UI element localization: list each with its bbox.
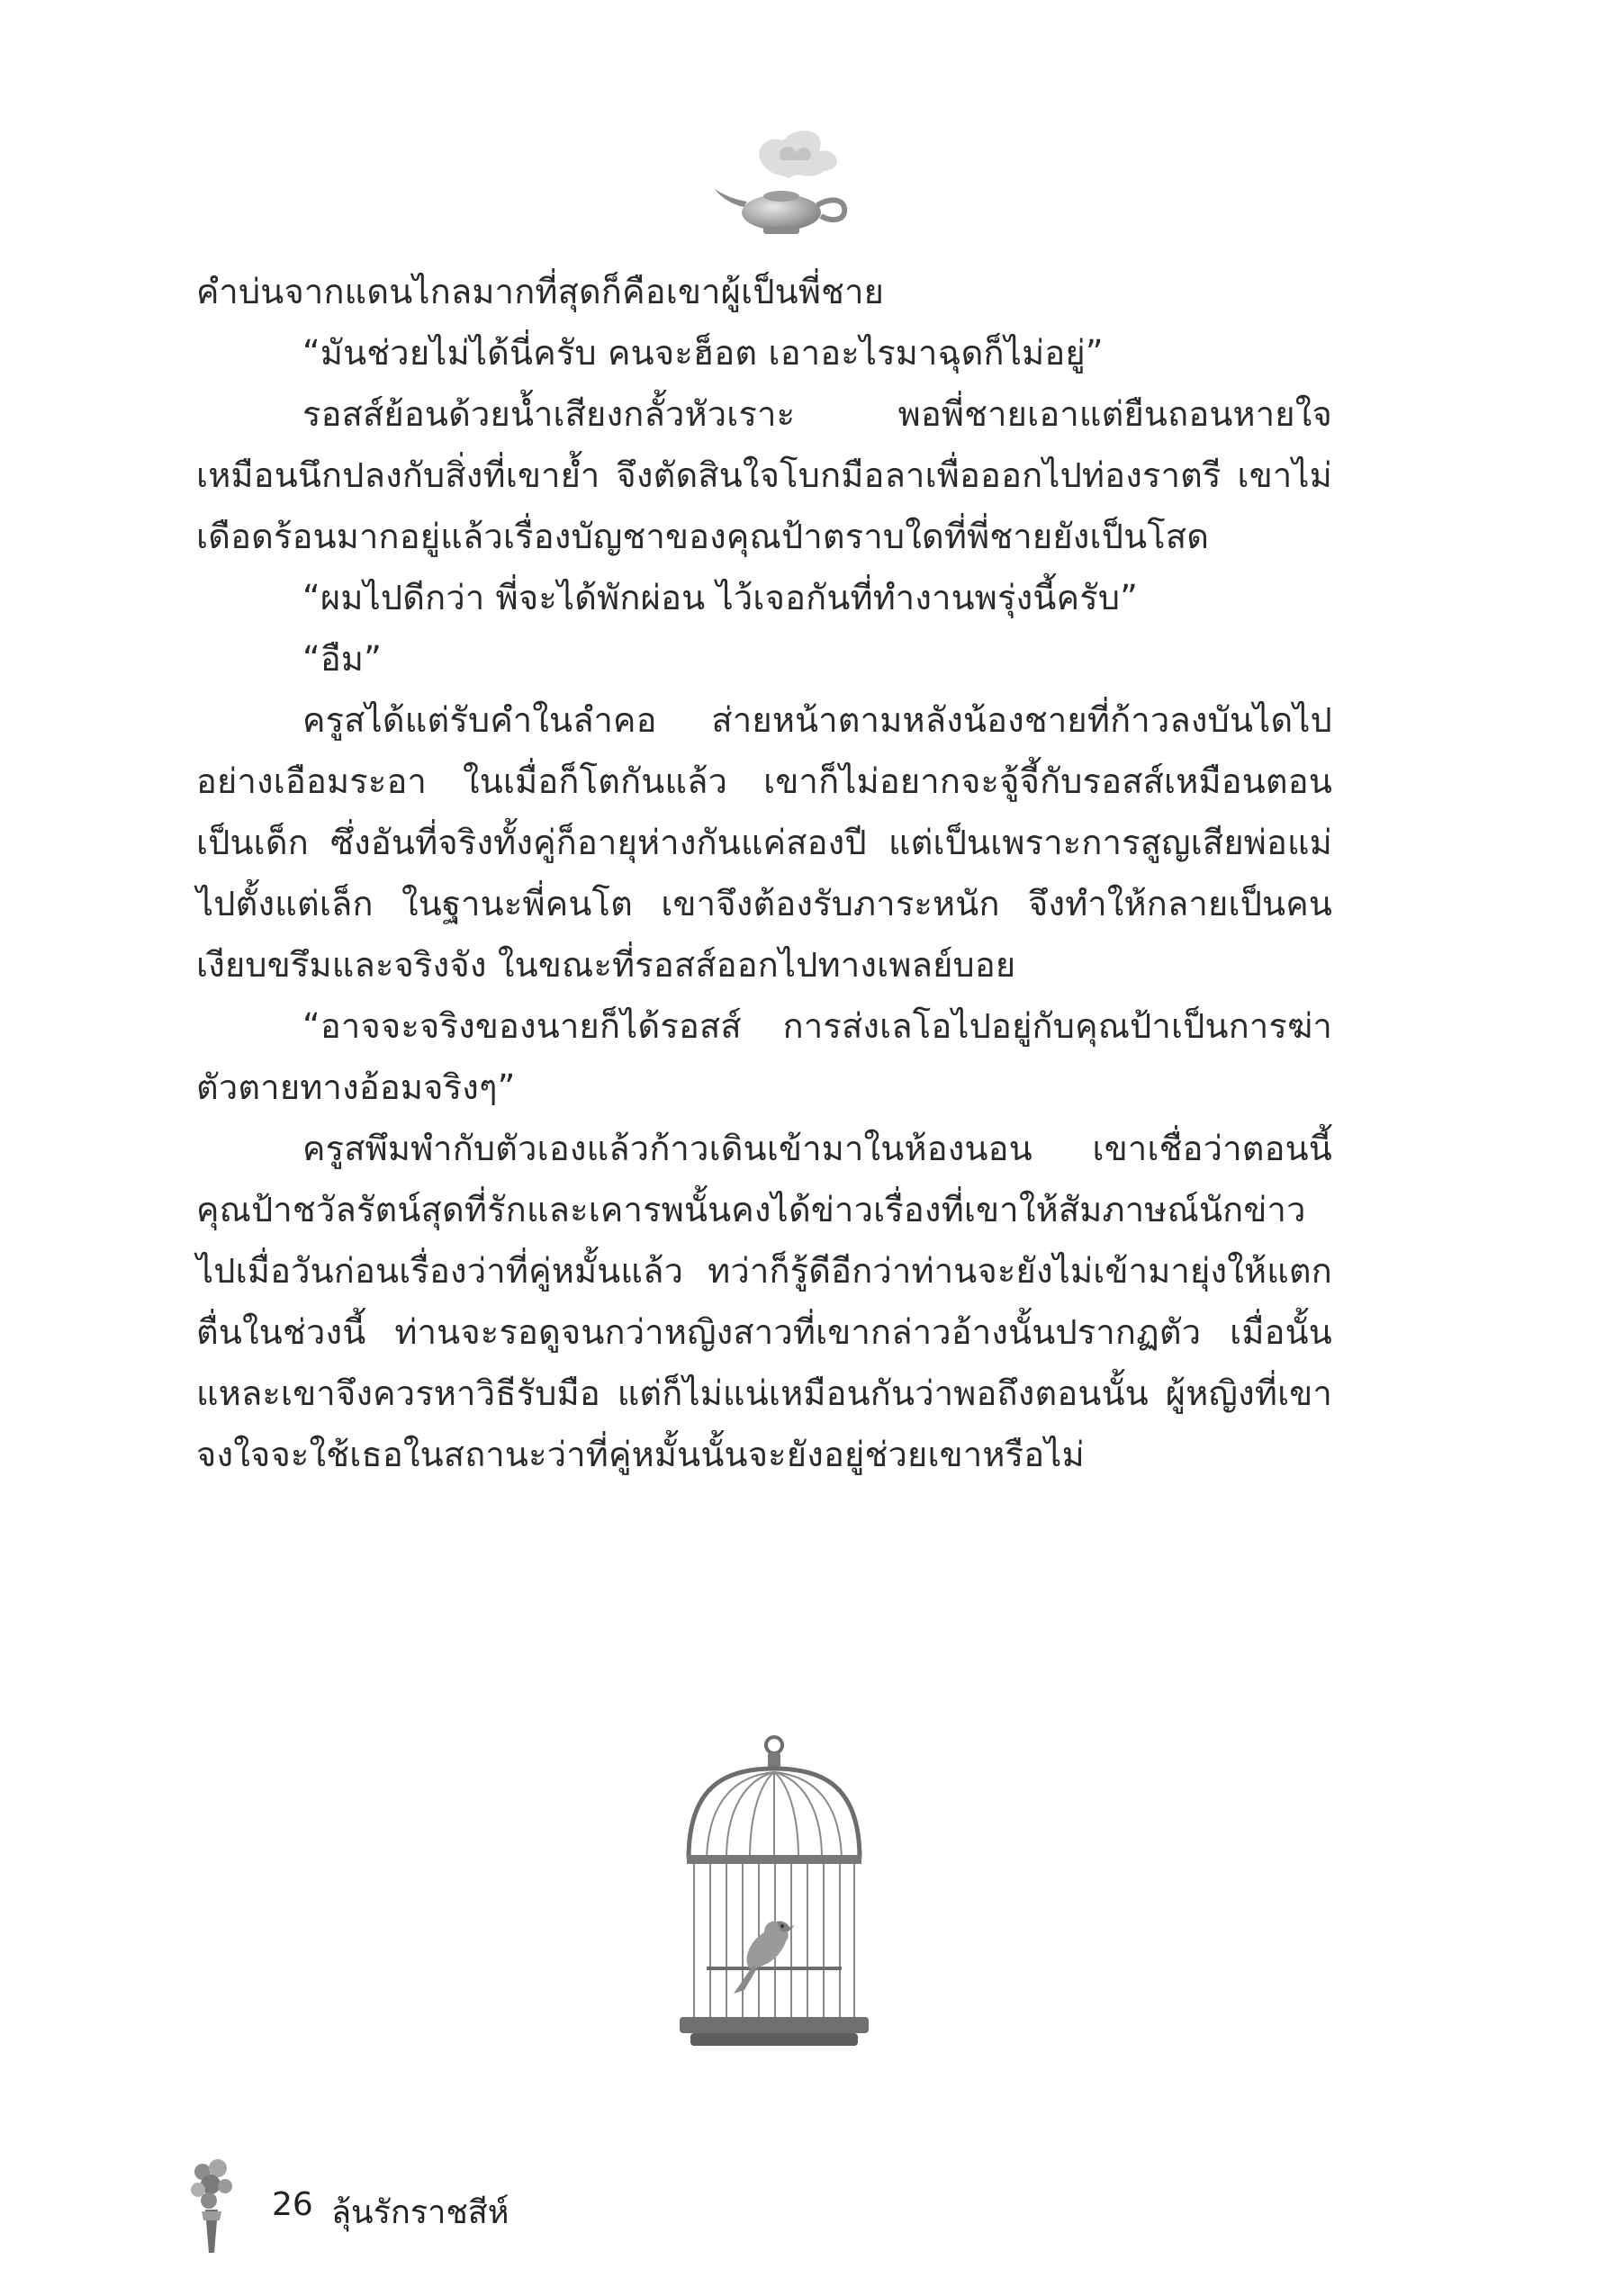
- paragraph: ครูสได้แต่รับคำในลำคอ ส่ายหน้าตามหลังน้องชายที่ก้าวลงบันไดไปอย่างเอือมระอา ในเมื่อก็โตกันแล้ว เขาก็ไม่อยากจะจู้จี้กับรอสส์เหมือนตอนเป็นเด็ก ซึ่งอันที่จริงทั้งคู่ก็อายุห่างกันแค่สองปี แต่เป็นเพราะการสูญเสียพ่อแม่ไปตั้งแต่เล็ก ในฐานะพี่คนโต เขาจึงต้องรับภาระหนัก จึงทำให้กลายเป็นคนเงียบขรึมและจริงจัง ในขณะที่รอสส์ออกไปทางเพลย์บอย: [196, 700, 1332, 985]
- book-title: ลุ้นรักราชสีห์: [331, 2194, 509, 2231]
- birdcage-icon: [671, 1733, 878, 2057]
- page-footer: [189, 2156, 729, 2255]
- flower-bouquet-icon: [189, 2156, 234, 2255]
- magic-lamp-icon: [711, 106, 864, 241]
- paragraph: “อาจจะจริงของนายก็ได้รอสส์ การส่งเลโอไปอยู่กับคุณป้าเป็นการฆ่าตัวตายทางอ้อมจริงๆ”: [196, 1006, 1332, 1107]
- page-number: 26: [272, 2186, 313, 2223]
- paragraph: คำบ่นจากแดนไกลมากที่สุดก็คือเขาผู้เป็นพี่ชาย: [196, 272, 885, 311]
- body-text: [196, 261, 1332, 1485]
- paragraph: “ผมไปดีกว่า พี่จะได้พักผ่อน ไว้เจอกันที่ทำงานพรุ่งนี้ครับ”: [302, 578, 1139, 617]
- paragraph: “มันช่วยไม่ได้นี่ครับ คนจะฮ็อต เอาอะไรมาฉุดก็ไม่อยู่”: [302, 333, 1104, 373]
- paragraph: ครูสพึมพำกับตัวเองแล้วก้าวเดินเข้ามาในห้องนอน เขาเชื่อว่าตอนนี้คุณป้าชวัลรัตน์สุดที่รักและเคารพนั้นคงได้ข่าวเรื่องที่เขาให้สัมภาษณ์นักข่าวไปเมื่อวันก่อนเรื่องว่าที่คู่หมั้นแล้ว ทว่าก็รู้ดีอีกว่าท่านจะยังไม่เข้ามายุ่งให้แตกตื่นในช่วงนี้ ท่านจะรอดูจนกว่าหญิงสาวที่เขากล่าวอ้างนั้นปรากฏตัว เมื่อนั้นแหละเขาจึงควรหาวิธีรับมือ แต่ก็ไม่แน่เหมือนกันว่าพอถึงตอนนั้น ผู้หญิงที่เขาจงใจจะใช้เธอในสถานะว่าที่คู่หมั้นนั้นจะยังอยู่ช่วยเขาหรือไม่: [196, 1129, 1332, 1474]
- paragraph: “อืม”: [302, 639, 383, 679]
- paragraph: รอสส์ย้อนด้วยน้ำเสียงกลั้วหัวเราะ พอพี่ชายเอาแต่ยืนถอนหายใจเหมือนนึกปลงกับสิ่งที่เขาย้ำ จึงตัดสินใจโบกมือลาเพื่อออกไปท่องราตรี เขาไม่เดือดร้อนมากอยู่แล้วเรื่องบัญชาของคุณป้าตราบใดที่พี่ชายยังเป็นโสด: [196, 394, 1332, 556]
